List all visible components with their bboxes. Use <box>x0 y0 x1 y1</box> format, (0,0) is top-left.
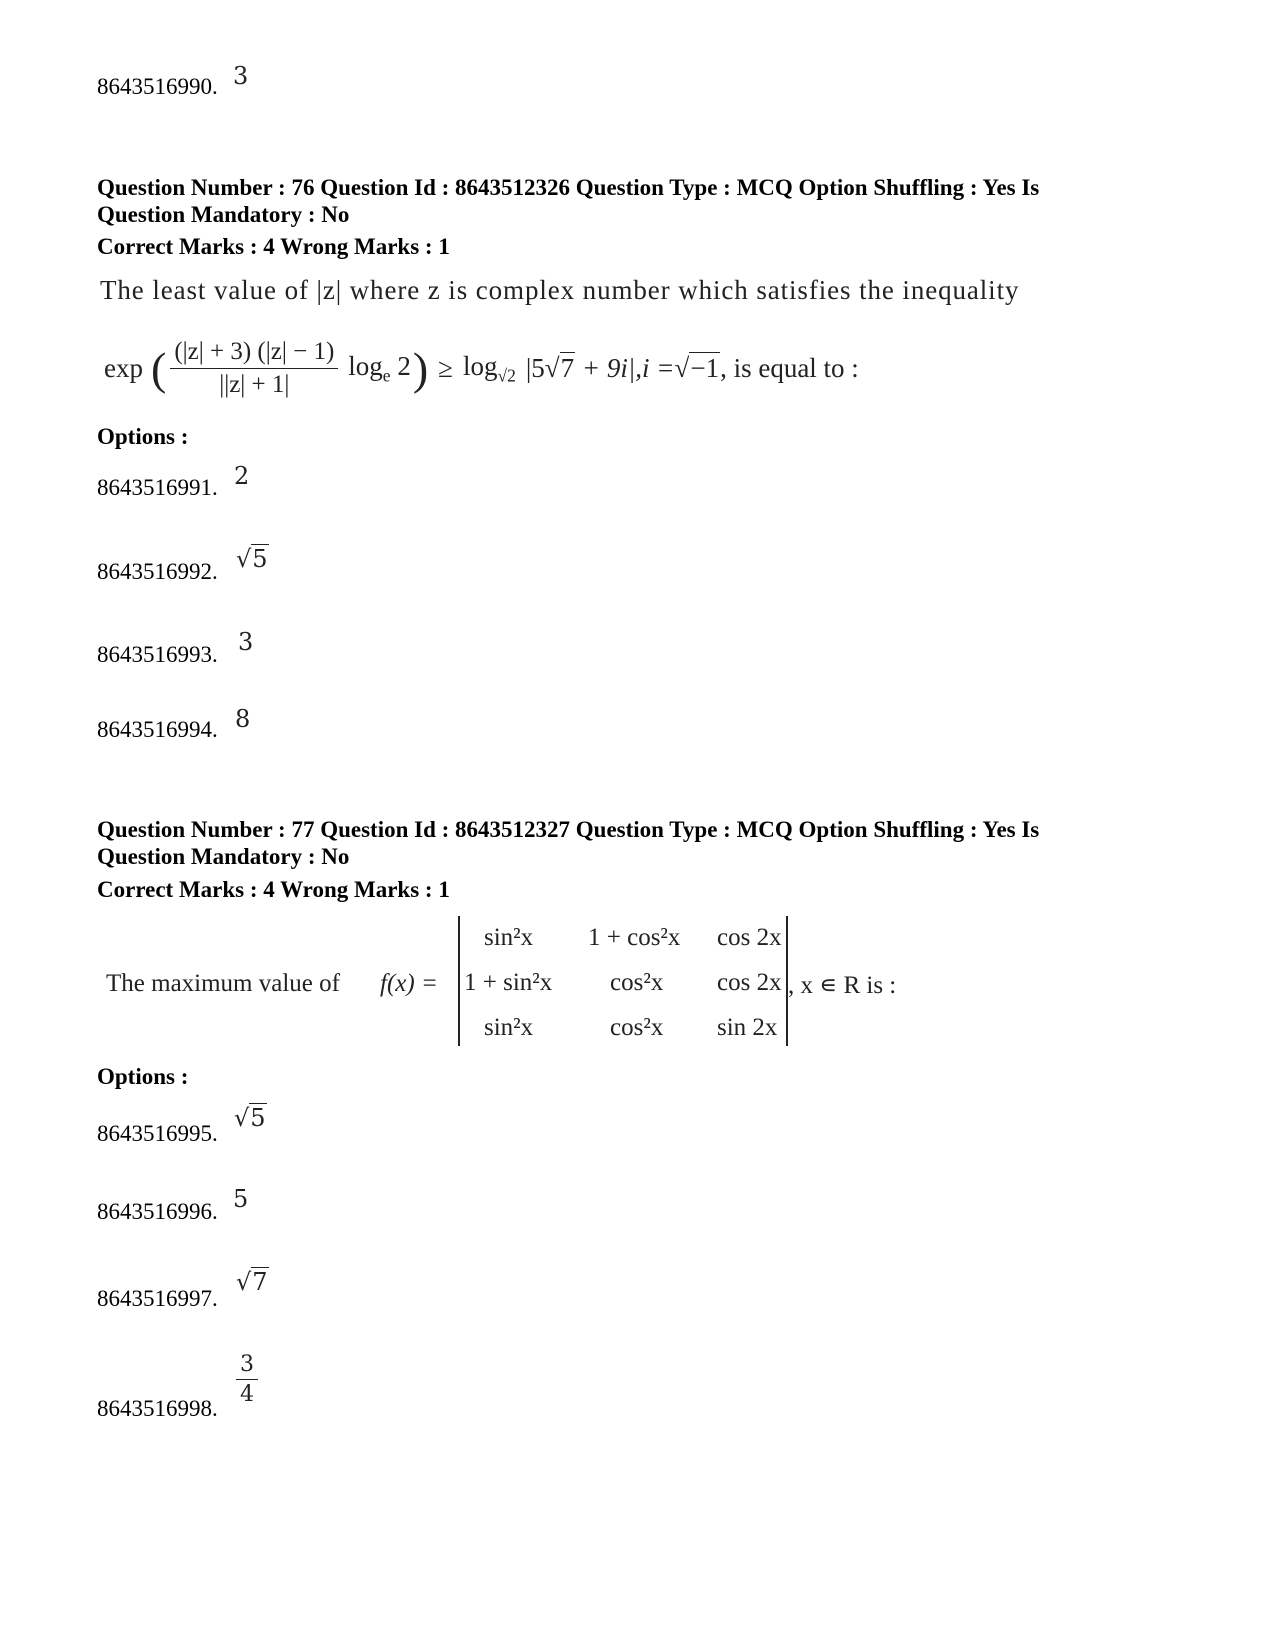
formula-tail: , is equal to : <box>720 353 859 383</box>
exp-label: exp <box>104 353 143 383</box>
option-id: 8643516992. <box>97 559 218 584</box>
question-text-tail: , x ∊ R is : <box>788 972 897 999</box>
matrix-cell: cos²x <box>610 969 664 996</box>
question-header: Question Mandatory : No <box>97 844 350 869</box>
matrix-cell: sin²x <box>484 1014 534 1041</box>
question-header: Question Number : 77 Question Id : 8643512327 Question Type : MCQ Option Shuffling : Yes Is <box>97 817 1040 842</box>
fraction-numerator: (|z| + 3) (|z| − 1) <box>170 338 338 369</box>
log-base: √2 <box>497 365 516 386</box>
radicand: −1 <box>690 353 720 383</box>
option-id: 8643516997. <box>97 1286 218 1311</box>
option-id: 8643516990. <box>97 74 218 99</box>
fraction-denominator: 4 <box>240 1382 254 1407</box>
determinant <box>458 916 788 1046</box>
option-value <box>236 1352 258 1407</box>
fraction-denominator: ||z| + 1| <box>219 371 290 398</box>
option-id: 8643516995. <box>97 1121 218 1146</box>
question-marks: Correct Marks : 4 Wrong Marks : 1 <box>97 877 450 902</box>
option-id: 8643516991. <box>97 475 218 500</box>
log-label: log <box>348 350 383 381</box>
matrix-cell: 1 + cos²x <box>588 924 681 951</box>
i-definition: i = <box>642 353 675 383</box>
matrix-cell: cos²x <box>610 1014 664 1041</box>
option-value: √7 <box>236 1268 268 1296</box>
abs-expression: |5 <box>525 353 545 383</box>
radicand: 7 <box>560 353 575 383</box>
log-argument: 2 <box>397 350 411 381</box>
function-label: f(x) = <box>380 970 438 997</box>
question-header: Question Number : 76 Question Id : 8643512326 Question Type : MCQ Option Shuffling : Yes Is <box>97 175 1040 200</box>
option-id: 8643516996. <box>97 1199 218 1224</box>
option-id: 8643516998. <box>97 1396 218 1421</box>
option-value: 3 <box>233 62 249 90</box>
options-label: Options : <box>97 424 189 449</box>
option-value: √5 <box>234 1104 266 1132</box>
fraction-numerator: 3 <box>236 1352 258 1380</box>
log-base: e <box>382 365 391 386</box>
option-value: √5 <box>236 545 268 573</box>
abs-expression-rest: + 9i|, <box>575 353 643 383</box>
question-formula: exp ( $\frac{(|z| + 3) (|z| - 1)}{||z| + 1|}$ $\log_e 2$ ) ≥ $\log_{√2}$ |5√7 + 9i|, i = √−1 , is equal to : <box>104 338 859 398</box>
fraction <box>170 338 338 399</box>
matrix-cell: sin 2x <box>717 1014 778 1041</box>
matrix-cell: 1 + sin²x <box>464 969 553 996</box>
option-id: 8643516993. <box>97 642 218 667</box>
option-value: 8 <box>235 705 251 733</box>
matrix-cell: cos 2x <box>717 969 782 996</box>
matrix-cell: cos 2x <box>717 924 782 951</box>
log-label: log <box>462 350 498 381</box>
question-marks: Correct Marks : 4 Wrong Marks : 1 <box>97 234 450 259</box>
option-value: 5 <box>233 1185 249 1213</box>
question-text: The least value of |z| where z is complex number which satisfies the inequality <box>100 275 1020 305</box>
option-value: 3 <box>238 628 254 656</box>
matrix-cell: sin²x <box>484 924 534 951</box>
option-value: 2 <box>234 462 250 490</box>
question-text: The maximum value of <box>106 970 340 997</box>
geq-symbol: ≥ <box>438 353 453 383</box>
option-id: 8643516994. <box>97 717 218 742</box>
question-header: Question Mandatory : No <box>97 202 350 227</box>
options-label: Options : <box>97 1064 189 1089</box>
